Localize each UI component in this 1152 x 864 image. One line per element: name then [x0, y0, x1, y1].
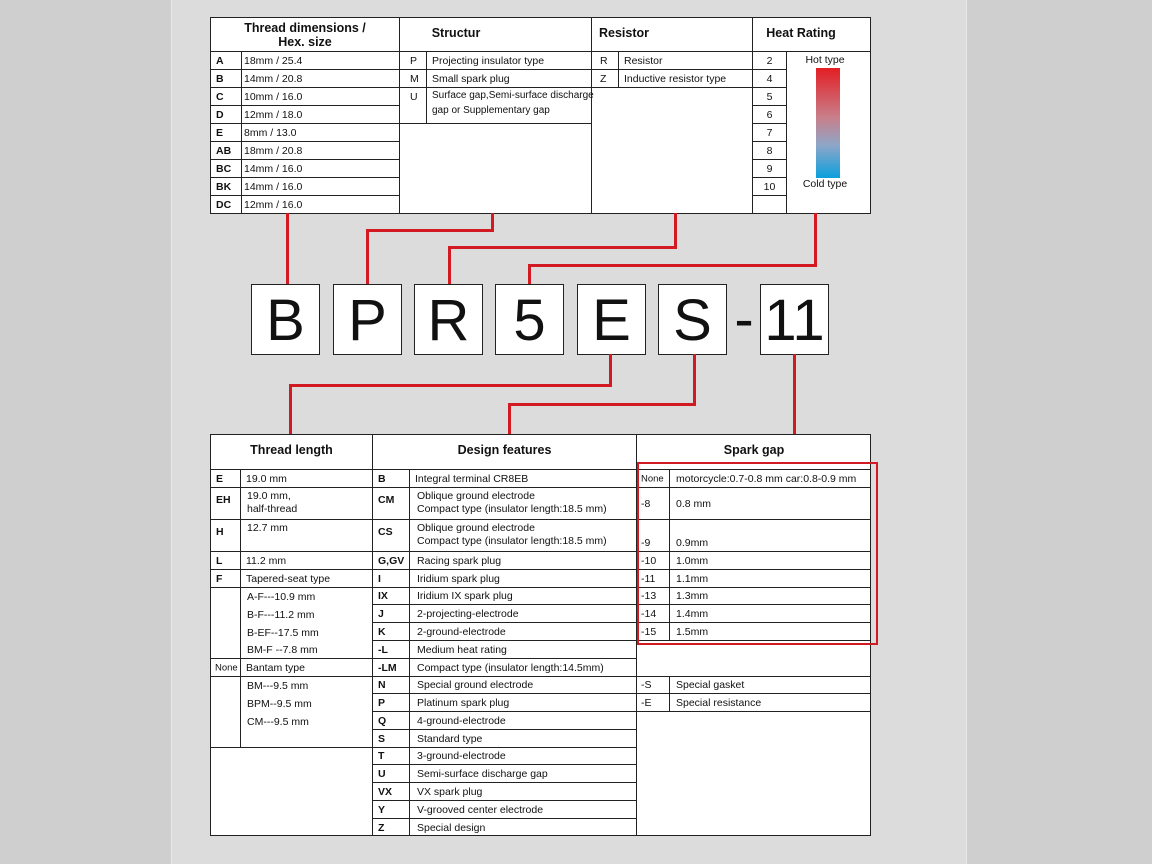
- list-item: C 10mm / 16.0: [211, 88, 399, 106]
- structure-list: [400, 52, 594, 124]
- connector-line: [448, 246, 451, 284]
- list-item: -13 1.3mm: [637, 588, 871, 605]
- heat-rating-header: Heat Rating: [766, 26, 836, 40]
- connector-line: [793, 354, 796, 435]
- top-table: [210, 17, 871, 214]
- list-item: U Surface gap,Semi-surface discharge gap or Supplementary gap: [400, 88, 591, 124]
- list-item: AB 18mm / 20.8: [211, 142, 399, 160]
- list-item: VX VX spark plug: [373, 783, 636, 801]
- list-item: Z Special design: [373, 819, 636, 836]
- list-item: -E Special resistance: [637, 694, 871, 712]
- thread-dimensions-list: [211, 52, 399, 214]
- list-item: L 11.2 mm: [211, 552, 372, 570]
- list-item: 8: [753, 142, 786, 160]
- list-item: H 12.7 mm: [211, 520, 372, 552]
- list-item: -8 0.8 mm: [637, 488, 871, 520]
- heat-gradient-bar: [816, 68, 840, 178]
- hot-type-label: Hot type: [805, 54, 845, 66]
- list-item: CS Oblique ground electrode Compact type (insulator length:18.5 mm): [373, 520, 636, 552]
- thread-length-list: [211, 470, 372, 747]
- list-item: P Platinum spark plug: [373, 694, 636, 712]
- connector-line: [674, 213, 677, 249]
- code-letter-heat: 5: [495, 284, 564, 355]
- connector-line: [508, 403, 511, 435]
- code-dash: -: [734, 287, 754, 352]
- resistor-list: [592, 52, 752, 88]
- list-item: A 18mm / 25.4: [211, 52, 399, 70]
- spark-gap-highlight: [637, 462, 878, 645]
- list-item: Z Inductive resistor type: [592, 70, 752, 88]
- list-item: Q 4-ground-electrode: [373, 712, 636, 730]
- code-letter-thread: B: [251, 284, 320, 355]
- list-item: B Integral terminal CR8EB: [373, 470, 636, 488]
- spark-gap-extra-list: [637, 676, 871, 712]
- code-letter-length: E: [577, 284, 646, 355]
- list-item: -9 0.9mm: [637, 520, 871, 552]
- list-item: -10 1.0mm: [637, 552, 871, 570]
- connector-line: [448, 246, 677, 249]
- list-item-group: A-F---10.9 mm B-F---11.2 mm B-EF--17.5 mm BM-F --7.8 mm: [211, 588, 372, 659]
- list-item: -L Medium heat rating: [373, 641, 636, 659]
- list-item-group: BM---9.5 mm BPM--9.5 mm CM---9.5 mm: [211, 677, 372, 748]
- list-item: 5: [753, 88, 786, 106]
- list-item: 10: [753, 178, 786, 196]
- list-item: None motorcycle:0.7-0.8 mm car:0.8-0.9 mm: [637, 470, 871, 488]
- list-item: T 3-ground-electrode: [373, 748, 636, 765]
- connector-line: [693, 354, 696, 406]
- col-divider: [591, 18, 592, 213]
- list-item: B 14mm / 20.8: [211, 70, 399, 88]
- connector-line: [814, 213, 817, 267]
- list-item: None Bantam type: [211, 659, 372, 677]
- list-item: IX Iridium IX spark plug: [373, 588, 636, 605]
- list-item: 4: [753, 70, 786, 88]
- list-item: -14 1.4mm: [637, 605, 871, 623]
- code-suffix-gap: 11: [760, 284, 829, 355]
- heat-rating-list: [753, 52, 787, 214]
- resistor-header: Resistor: [599, 26, 650, 40]
- list-item: K 2-ground-electrode: [373, 623, 636, 641]
- list-item: D 12mm / 18.0: [211, 106, 399, 124]
- cold-type-label: Cold type: [802, 178, 848, 190]
- list-item: N Special ground electrode: [373, 677, 636, 694]
- list-item: G,GV Racing spark plug: [373, 552, 636, 570]
- list-item: Y V-grooved center electrode: [373, 801, 636, 819]
- thread-dimensions-header: Thread dimensions / Hex. size: [244, 21, 366, 49]
- list-item: R Resistor: [592, 52, 752, 70]
- connector-line: [528, 264, 817, 267]
- list-item: -11 1.1mm: [637, 570, 871, 588]
- structure-header: Structur: [431, 26, 481, 40]
- connector-line: [289, 384, 292, 435]
- list-item: J 2-projecting-electrode: [373, 605, 636, 623]
- connector-line: [289, 384, 612, 387]
- list-item: 7: [753, 124, 786, 142]
- list-item: U Semi-surface discharge gap: [373, 765, 636, 783]
- thread-length-header: Thread length: [250, 443, 333, 457]
- code-letter-design: S: [658, 284, 727, 355]
- connector-line: [366, 229, 369, 284]
- connector-line: [508, 403, 696, 406]
- connector-line: [528, 264, 531, 284]
- list-item: BK 14mm / 16.0: [211, 178, 399, 196]
- list-item: M Small spark plug: [400, 70, 591, 88]
- list-item: 2: [753, 52, 786, 70]
- code-letter-structure: P: [333, 284, 402, 355]
- list-item: 9: [753, 160, 786, 178]
- list-item: EH 19.0 mm, half-thread: [211, 488, 372, 520]
- list-item: S Standard type: [373, 730, 636, 748]
- list-item: BC 14mm / 16.0: [211, 160, 399, 178]
- list-item: E 8mm / 13.0: [211, 124, 399, 142]
- list-item: -S Special gasket: [637, 677, 871, 694]
- list-item: E 19.0 mm: [211, 470, 372, 488]
- connector-line: [609, 354, 612, 387]
- list-item: 6: [753, 106, 786, 124]
- list-item: -15 1.5mm: [637, 623, 871, 641]
- list-item: P Projecting insulator type: [400, 52, 591, 70]
- list-item: F Tapered-seat type: [211, 570, 372, 588]
- list-item: DC 12mm / 16.0: [211, 196, 399, 214]
- design-features-list: [373, 470, 636, 836]
- connector-line: [286, 213, 289, 284]
- code-letter-resistor: R: [414, 284, 483, 355]
- spark-gap-header: Spark gap: [723, 443, 785, 457]
- design-features-header: Design features: [457, 443, 552, 457]
- list-item: -LM Compact type (insulator length:14.5mm): [373, 659, 636, 677]
- connector-line: [366, 229, 494, 232]
- list-item: I Iridium spark plug: [373, 570, 636, 588]
- list-item: CM Oblique ground electrode Compact type (insulator length:18.5 mm): [373, 488, 636, 520]
